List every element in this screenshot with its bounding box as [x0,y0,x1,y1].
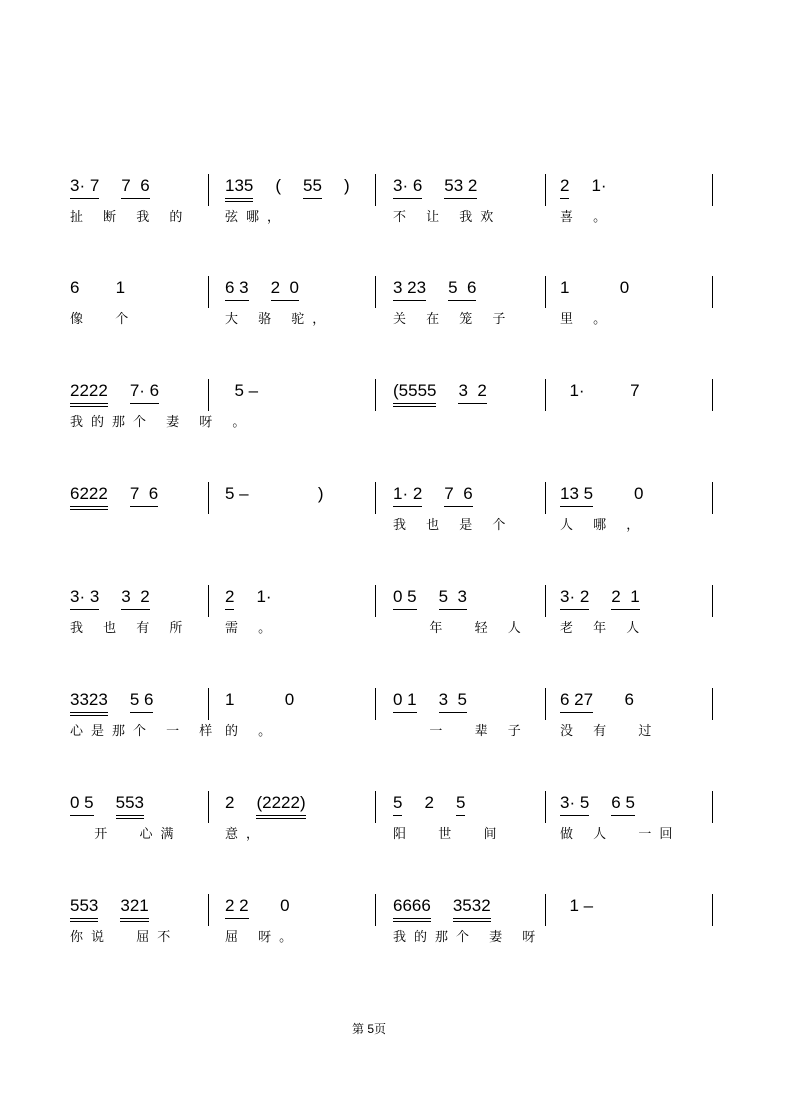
note-group: 3532 [453,896,491,922]
bar-line [208,791,209,823]
bar-line [545,688,546,720]
note-row [70,176,190,200]
measure [225,690,294,750]
lyric: 我的那个 妻 呀 [393,930,544,945]
note-group: 1· [256,587,272,606]
note-row [225,278,333,302]
bar-line [375,688,376,720]
note-group: 7· 6 [130,381,159,404]
note-group: 1· [560,381,585,400]
bar-line [712,688,713,720]
note-row [393,381,487,405]
note-row [225,793,306,817]
note-group: 0 [615,484,644,503]
note-group: 53 2 [444,176,477,199]
note-group: 55 [303,176,322,199]
bar-line [375,894,376,926]
note-group: 3 5 [439,690,467,713]
note-group: 553 [70,896,98,922]
note-group: 1· [591,176,607,195]
lyric: 不 让 我欢 [393,210,502,225]
note-group: 5 [393,793,402,816]
note-group: 3323 [70,690,108,716]
note-group: 3· 5 [560,793,589,816]
measure [225,176,350,236]
note-group: 6 [70,278,80,297]
note-row [70,690,220,714]
bar-line [712,482,713,514]
measure [225,896,300,956]
note-row [560,896,593,920]
measure [393,587,529,647]
bar-line [712,894,713,926]
measure [560,587,647,647]
measure [393,176,501,236]
note-row [70,278,136,302]
note-group: 5 – [225,381,259,400]
note-group: 2 1 [611,587,639,610]
note-row [393,484,513,508]
measure [560,176,614,236]
staff-system [0,176,790,252]
note-row [560,176,614,200]
bar-line [375,482,376,514]
note-group: 5 6 [130,690,154,713]
lyric: 心是那个 一 样 [70,724,221,739]
note-group: 2222 [70,381,108,407]
measure [70,793,182,853]
note-group: 7 6 [130,484,158,507]
note-group: 6 5 [611,793,635,816]
note-group: 3· 6 [393,176,422,199]
note-row [560,587,647,611]
note-row [560,690,659,714]
note-group: 7 6 [121,176,149,199]
lyric: 扯 断 我 的 [70,210,191,225]
measure [393,381,487,441]
lyric: 年 轻 人 [393,621,529,636]
note-group: 1 – [560,896,594,915]
note-group: 6222 [70,484,108,510]
note-group: 0 1 [393,690,417,713]
lyric: 阳 世 间 [393,827,505,842]
lyric: 像 个 [70,312,137,327]
note-row [560,793,680,817]
lyric: 喜 。 [560,210,615,225]
bar-line [545,276,546,308]
lyric: 我 也 有 所 [70,621,191,636]
note-group: 6 27 [560,690,593,713]
bar-line [545,585,546,617]
measure [560,690,659,750]
note-row [70,896,178,920]
lyric: 做 人 一回 [560,827,681,842]
note-group: 13 5 [560,484,593,507]
note-group: 0 [591,278,630,297]
lyric: 老 年 人 [560,621,648,636]
note-group: 0 5 [70,793,94,816]
measure [393,484,513,544]
note-row [393,176,501,200]
note-group: 1 [560,278,570,297]
measure [225,484,324,544]
bar-line [208,482,209,514]
measure [70,484,158,544]
bar-line [208,894,209,926]
note-group: 0 5 [393,587,417,610]
note-group: 2 [424,793,434,812]
note-group: ) [270,484,324,503]
measure [393,278,513,338]
staff-system [0,278,790,354]
measure [560,278,629,338]
note-row [393,587,529,611]
note-row [560,484,647,508]
note-group: 6666 [393,896,431,922]
measure [393,690,529,750]
measure [70,176,190,236]
staff-system [0,793,790,869]
measure [70,896,178,956]
bar-line [208,276,209,308]
bar-line [208,585,209,617]
bar-line [208,174,209,206]
note-row [70,587,190,611]
note-group: 5 6 [448,278,476,301]
bar-line [545,174,546,206]
note-group: (5555 [393,381,436,407]
lyric: 里 。 [560,312,615,327]
note-group: (2222) [256,793,305,819]
note-row [393,278,513,302]
note-group: 0 [270,896,290,915]
note-row [225,587,279,611]
bar-line [375,379,376,411]
measure [225,381,258,441]
measure [560,381,640,441]
page-number: 第 5页 [352,1022,387,1036]
lyric: 弦哪， [225,210,289,225]
staff-system [0,484,790,560]
note-row [560,278,629,302]
note-row [560,381,640,405]
note-group: 553 [116,793,144,819]
bar-line [712,585,713,617]
staff-system [0,381,790,457]
note-group: 2 [225,793,235,812]
note-row [393,690,529,714]
bar-line [712,174,713,206]
note-row [225,896,300,920]
measure [225,587,279,647]
measure [225,278,333,338]
note-group: 6 3 [225,278,249,301]
lyric: 我的那个 妻 呀 。 [70,415,254,430]
staff-system [0,587,790,663]
lyric: 的 。 [225,724,280,739]
lyric: 大 骆 驼， [225,312,334,327]
lyric: 人 哪 ， [560,518,648,533]
note-group: 3 23 [393,278,426,301]
lyric: 没 有 过 [560,724,660,739]
note-row [393,896,543,920]
note-group: 2 [225,587,234,610]
note-group: 3 2 [458,381,486,404]
bar-line [712,276,713,308]
note-group: 5 – [225,484,249,503]
note-group: 2 [560,176,569,199]
bar-line [712,791,713,823]
note-group: 5 3 [439,587,467,610]
note-group: 3· 7 [70,176,99,199]
bar-line [375,174,376,206]
note-group: 3· 2 [560,587,589,610]
bar-line [545,482,546,514]
note-group: 135 [225,176,253,202]
note-row [225,690,294,714]
bar-line [375,276,376,308]
bar-line [545,379,546,411]
note-group: 321 [120,896,148,922]
note-group: 0 [256,690,295,709]
measure [560,484,647,544]
note-group: 1 [101,278,126,297]
bar-line [375,791,376,823]
lyric: 需 。 [225,621,280,636]
note-row [225,176,350,200]
note-group: 5 [456,793,465,816]
note-group: ( [275,176,282,195]
measure [70,278,136,338]
note-group: 6 [615,690,634,709]
bar-line [545,791,546,823]
note-row [225,381,258,405]
lyric: 意， [225,827,268,842]
bar-line [375,585,376,617]
measure [70,587,190,647]
note-row [393,793,505,817]
measure [560,896,593,956]
measure [560,793,680,853]
note-group: ) [343,176,350,195]
lyric: 我 也 是 个 [393,518,514,533]
note-group: 1 [225,690,235,709]
note-group: 3 2 [121,587,149,610]
note-row [225,484,324,508]
note-group: 2 0 [271,278,299,301]
measure [393,896,543,956]
note-row [70,793,182,817]
lyric: 一 辈 子 [393,724,529,739]
note-group: 7 6 [444,484,472,507]
note-group: 2 2 [225,896,249,919]
lyric: 你说 屈不 [70,930,179,945]
lyric: 屈 呀。 [225,930,301,945]
lyric: 关 在 笼 子 [393,312,514,327]
note-group: 7 [606,381,640,400]
bar-line [545,894,546,926]
measure [225,793,306,853]
measure [393,793,505,853]
note-row [70,484,158,508]
note-group: 1· 2 [393,484,422,507]
staff-system [0,690,790,766]
note-group: 3· 3 [70,587,99,610]
bar-line [712,379,713,411]
staff-system [0,896,790,972]
lyric: 开 心满 [70,827,182,842]
measure [70,690,220,750]
